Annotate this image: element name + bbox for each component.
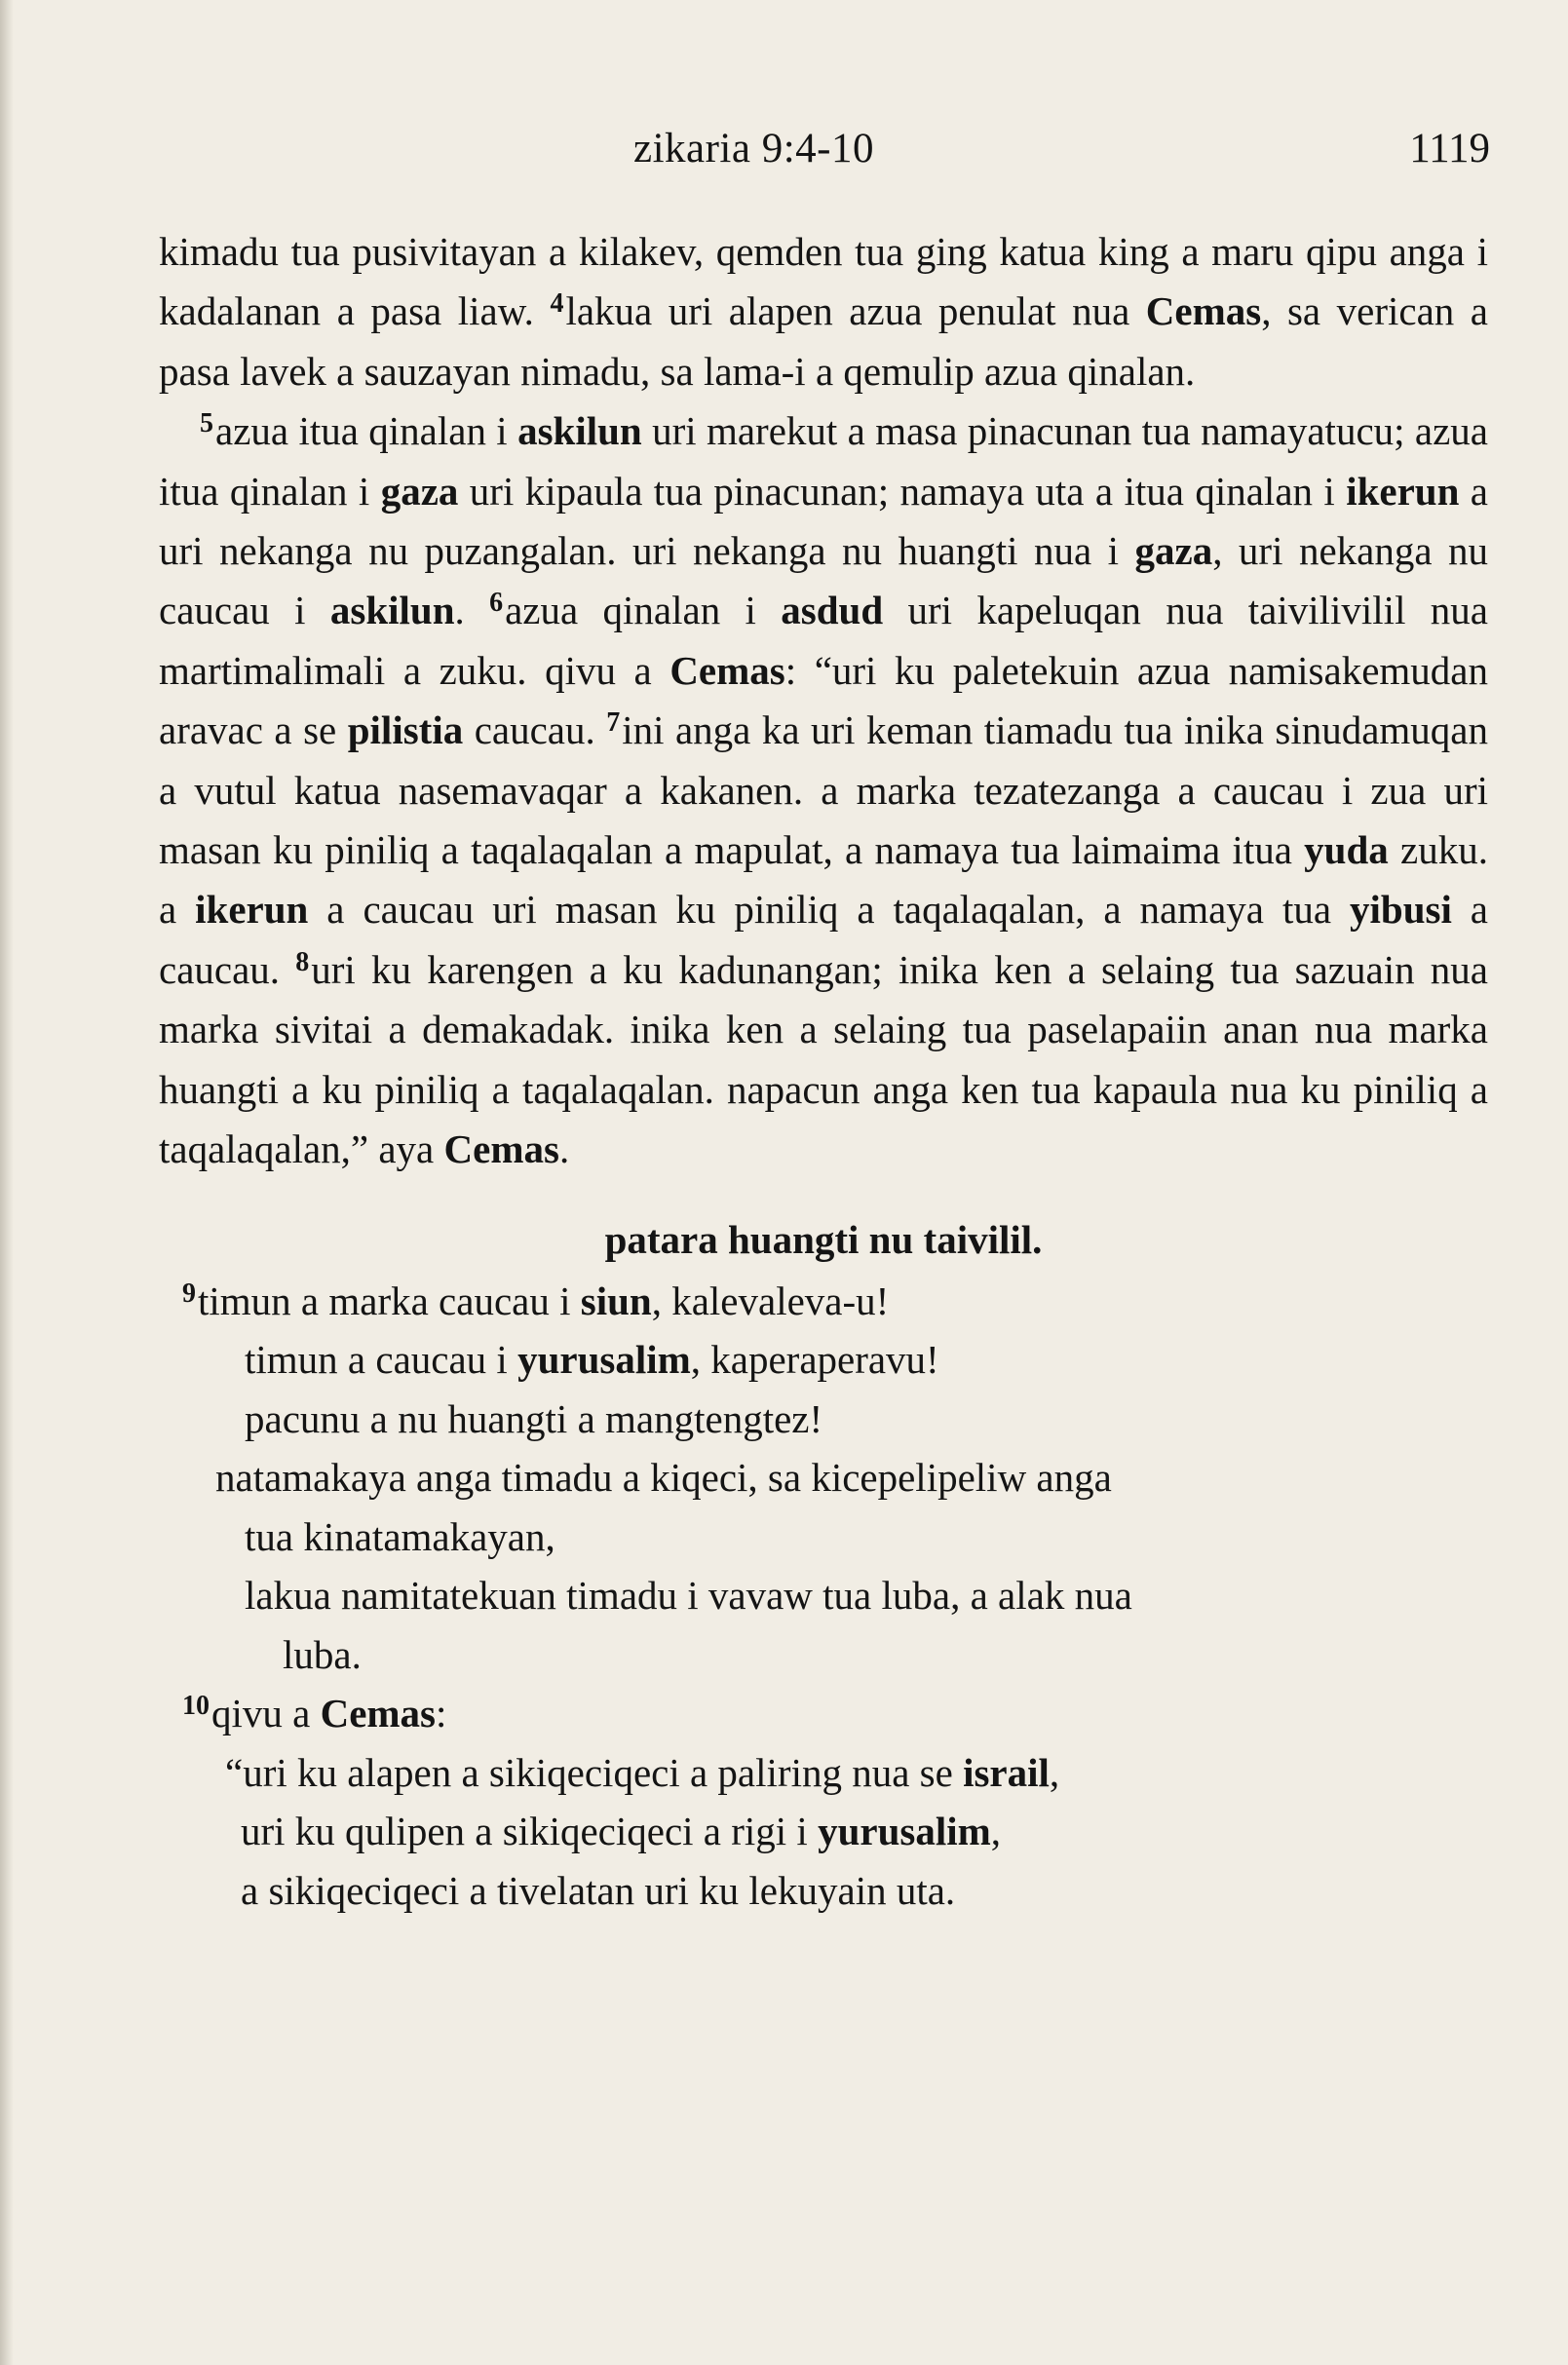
- poetry-line: lakua namitatekuan timadu i vavaw tua luba, a alak nua: [245, 1573, 1132, 1618]
- poetry-line: luba.: [283, 1631, 362, 1677]
- poetry-line: timun a caucau i yurusalim, kaperaperavu!: [245, 1337, 939, 1382]
- poetry-line: $^9$timun a marka caucau i siun, kalevaleva-u!: [182, 1278, 890, 1323]
- page-number: 1119: [1409, 126, 1490, 172]
- poetry-line: a sikiqeciqeci a tivelatan uri ku lekuyain uta.: [241, 1867, 956, 1913]
- poetry-line: natamakaya anga timadu a kiqeci, sa kicepelipeliw anga: [215, 1455, 1112, 1500]
- running-head-title: zikaria 9:4-10: [633, 126, 874, 172]
- poetry-line: $^{10}$qivu a Cemas:: [182, 1691, 447, 1736]
- running-header: [0, 125, 1568, 183]
- paragraph: kimadu tua pusivitayan a kilakev, qemden tua ging katua king a maru qipu anga i kadalanan a pasa liaw. $^4$lakua uri alapen azua penulat nua Cemas, sa verican a pasa lavek a sauzayan nimadu, sa lama-i a qemulip azua qinalan.: [159, 229, 1488, 394]
- prose-section: [159, 222, 1488, 1180]
- poetry-line: “uri ku alapen a sikiqeciqeci a paliring nua se israil,: [225, 1749, 1060, 1795]
- poetry-line: pacunu a nu huangti a mangtengtez!: [245, 1395, 823, 1441]
- page-edge-shadow: [0, 0, 14, 2365]
- section-heading: patara huangti nu taivilil.: [604, 1216, 1043, 1262]
- poetry-section: [159, 1272, 1488, 1921]
- paragraph: $^5$azua itua qinalan i askilun uri marekut a masa pinacunan tua namayatucu; azua itua qinalan i gaza uri kipaula tua pinacunan; namaya uta a itua qinalan i ikerun a uri nekanga nu puzangalan. uri nekanga nu huangti nua i gaza, uri nekanga nu caucau i askilun. $^6$azua qinalan i asdud uri kapeluqan nua taivilivilil nua martimalimali a zuku. qivu a Cemas: “uri ku paletekuin azua namisakemudan aravac a se pilistia caucau. $^7$ini anga ka uri keman tiamadu tua inika sinudamuqan a vutul katua nasemavaqar a kakanen. a marka tezatezanga a caucau i zua uri masan ku piniliq a taqalaqalan a mapulat, a namaya tua laimaima itua yuda zuku. a ikerun a caucau uri masan ku piniliq a taqalaqalan, a namaya tua yibusi a caucau. $^8$uri ku karengen a ku kadunangan; inika ken a selaing tua sazuain nua marka sivitai a demakadak. inika ken a selaing tua paselapaiin anan nua marka huangti a ku piniliq a taqalaqalan. napacun anga ken tua kapaula nua ku piniliq a taqalaqalan,” aya Cemas.: [159, 408, 1489, 1172]
- poetry-line: uri ku qulipen a sikiqeciqeci a rigi i yurusalim,: [241, 1809, 1002, 1853]
- main-text: [159, 222, 1488, 1920]
- poetry-line: tua kinatamakayan,: [245, 1513, 555, 1559]
